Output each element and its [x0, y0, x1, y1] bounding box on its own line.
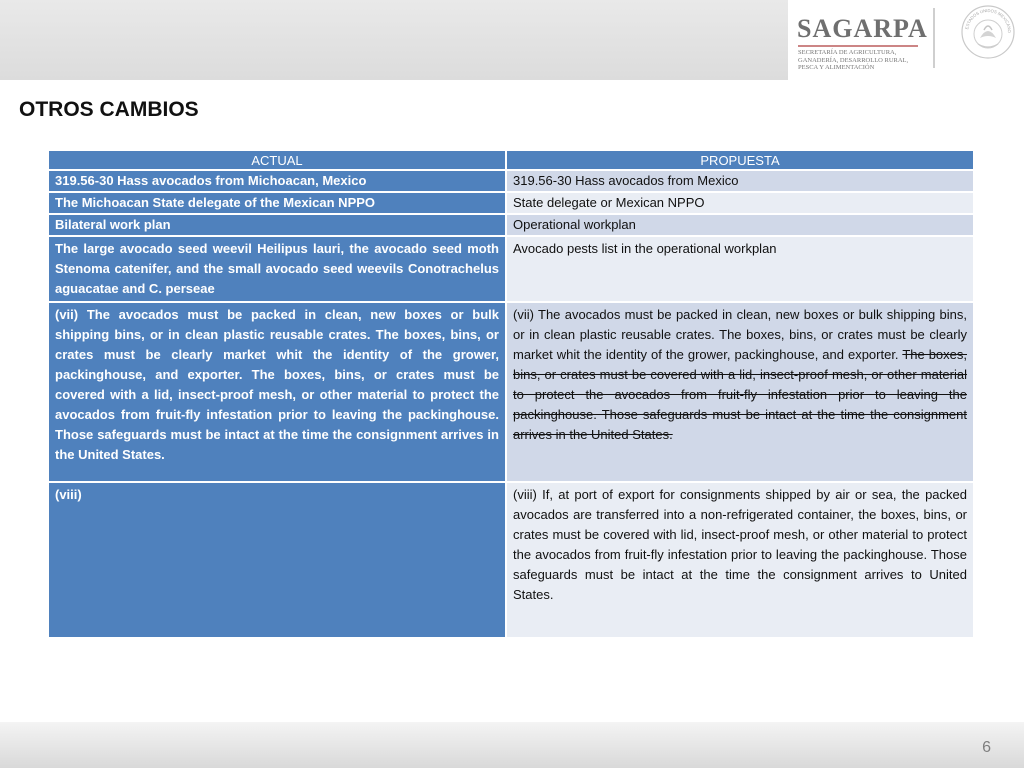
- actual-cell: 319.56-30 Hass avocados from Michoacan, Mexico: [49, 171, 505, 191]
- propuesta-cell: Operational workplan: [507, 215, 973, 235]
- mexican-seal-icon: [960, 4, 1016, 60]
- logo-rule: [798, 45, 918, 47]
- actual-cell: Bilateral work plan: [49, 215, 505, 235]
- logo-subtitle: [798, 49, 928, 72]
- actual-cell: (viii): [49, 483, 505, 637]
- logo-subtitle-line: PESCA Y ALIMENTACIÓN: [798, 64, 875, 71]
- page-title: OTROS CAMBIOS: [19, 98, 199, 121]
- propuesta-cell: Avocado pests list in the operational workplan: [507, 237, 973, 301]
- propuesta-cell: State delegate or Mexican NPPO: [507, 193, 973, 213]
- table-row: [49, 193, 973, 213]
- logo-subtitle-line: SECRETARÍA DE AGRICULTURA,: [798, 49, 897, 56]
- actual-cell: (vii) The avocados must be packed in clean, new boxes or bulk shipping bins, or in clean plastic reusable crates. The boxes, bins, or crates must be clearly market whit the identity of the grower, packinghouse, and exporter. The boxes, bins, or crates must be covered with a lid, insect-proof mesh, or other material to protect the avocados from fruit-fly infestation prior to leaving the packinghouse. Those safeguards must be intact at the time the consignment arrives in the United States.: [49, 303, 505, 481]
- table-row: [49, 215, 973, 235]
- propuesta-cell: (viii) If, at port of export for consignments shipped by air or sea, the packed avocados are transferred into a non-refrigerated container, the boxes, bins, or crates must be covered with lid, insect-proof mesh, or other material to protect the avocados from fruit-fly infestation prior to leaving the packinghouse. Those safeguards must be intact at the time the consignment arrives to United States.: [507, 483, 973, 637]
- table-row: [49, 303, 973, 481]
- propuesta-cell: 319.56-30 Hass avocados from Mexico: [507, 171, 973, 191]
- table-row: [49, 171, 973, 191]
- actual-cell: The large avocado seed weevil Heilipus lauri, the avocado seed moth Stenoma catenifer, and the small avocado seed weevils Conotrachelus aguacatae and C. perseae: [49, 237, 505, 301]
- seal-text: ESTADOS UNIDOS MEXICANO: [964, 7, 1013, 33]
- sagarpa-logo: [788, 0, 1024, 80]
- propuesta-strikethrough-text: The boxes, bins, or crates must be covered with a lid, insect-proof mesh, or other material to protect the avocados from fruit-fly infestation prior to leaving the packinghouse. Those safeguards must be intact at the time the consignment arrives in the United States.: [513, 347, 967, 442]
- logo-title: SAGARPA: [797, 14, 928, 43]
- propuesta-text: (vii) The avocados must be packed in clean, new boxes or bulk shipping bins, or in clean plastic reusable crates. The boxes, bins, or crates must be clearly market whit the identity of the grower, packinghouse, and exporter.: [513, 307, 967, 362]
- column-header-propuesta: PROPUESTA: [507, 151, 973, 169]
- logo-subtitle-line: GANADERÍA, DESARROLLO RURAL,: [798, 56, 909, 64]
- svg-text:ESTADOS UNIDOS MEXICANOS: [960, 4, 1012, 34]
- column-header-actual: ACTUAL: [49, 151, 505, 169]
- table-header-row: [49, 151, 973, 169]
- footer-bar: [0, 722, 1024, 768]
- table-row: [49, 483, 973, 637]
- actual-cell: The Michoacan State delegate of the Mexican NPPO: [49, 193, 505, 213]
- logo-divider: [933, 8, 935, 68]
- page-number: 6: [982, 739, 991, 756]
- propuesta-cell: [507, 303, 973, 481]
- table-row: [49, 237, 973, 301]
- comparison-table: [47, 149, 975, 639]
